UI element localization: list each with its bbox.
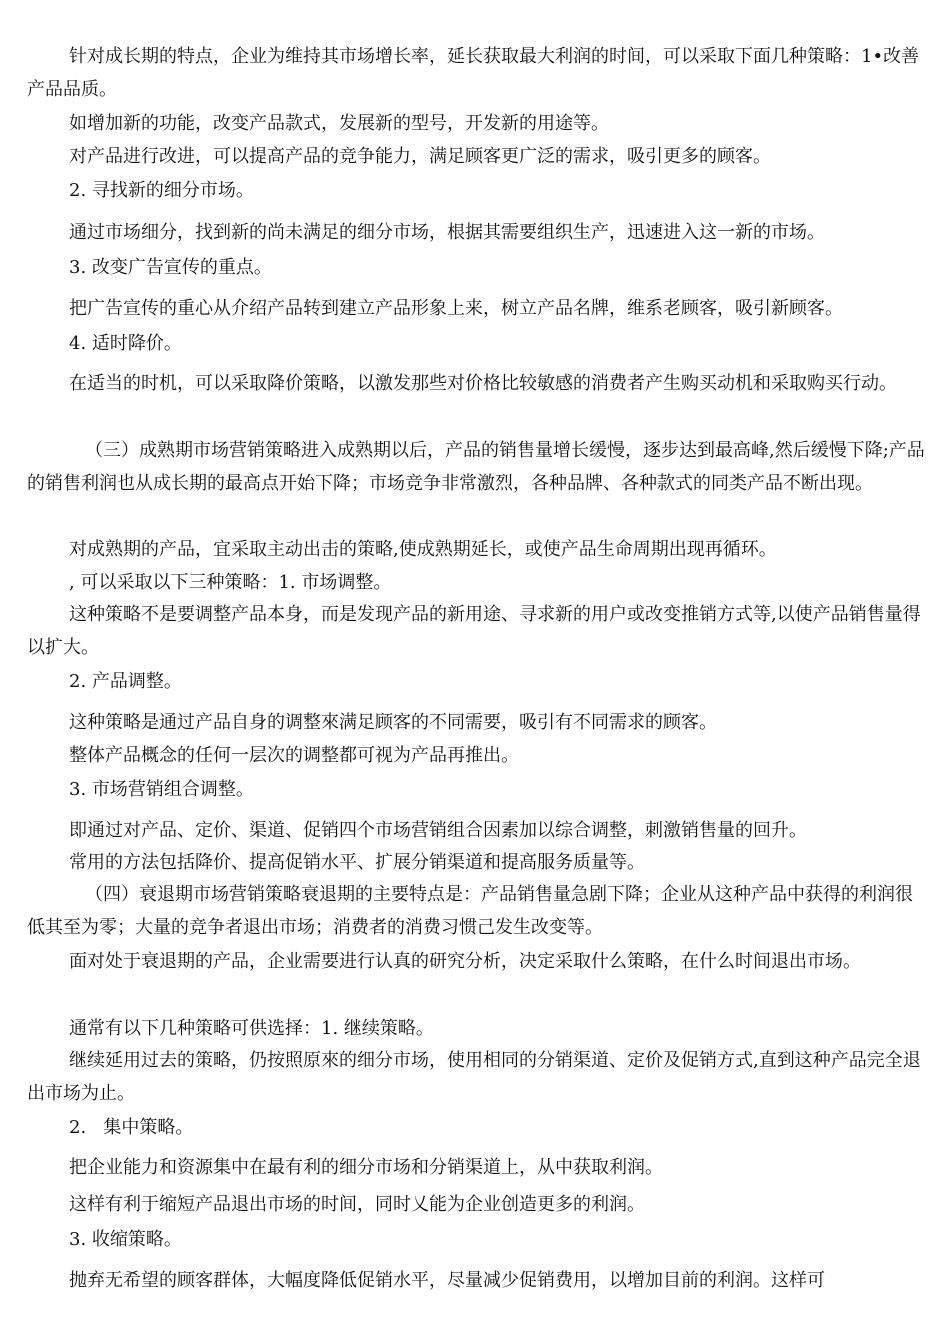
paragraph-segmentation: 通过市场细分，找到新的尚未满足的细分市场，根据其需要组织生产，迅速进入这一新的市场。 [69,222,825,243]
paragraph-shrink-detail: 抛弃无希望的顾客群体，大幅度降低促销水平，尽量减少促销费用，以增加目前的利润。这样可 [69,1270,825,1291]
paragraph-decline-analysis: 面对处于衰退期的产品，企业需要进行认真的研究分析，决定采取什么策略，在什么时间退出市场。 [69,951,861,972]
paragraph-growth-strategies-intro: 针对成长期的特点，企业为维持其市场增长率，延长获取最大利润的时间，可以采取下面几种策略：1•改善产品品质。 [27,46,920,100]
paragraph-decline-options: 通常有以下几种策略可供选择：1. 继续策略。 [69,1018,434,1039]
paragraph-price-cut-detail: 在适当的时机，可以采取降价策略，以激发那些对价格比较敏感的消费者产生购买动机和采取购买行动。 [69,373,897,394]
paragraph-item-3-shrink: 3. 收缩策略。 [69,1229,182,1250]
paragraph-item-4-price-cut: 4. 适时降价。 [69,333,182,354]
paragraph-whole-product: 整体产品概念的任何一层次的调整都可视为产品再推出。 [69,745,519,766]
paragraph-item-3-ad-focus: 3. 改变广告宣传的重点。 [69,257,272,278]
paragraph-add-features: 如增加新的功能，改变产品款式，发展新的型号，开发新的用途等。 [69,113,609,134]
paragraph-market-adjustment: 这种策略不是要调整产品本身，而是发现产品的新用途、寻求新的用户或改变推销方式等,以使产品销售量得以扩大。 [27,604,921,658]
paragraph-item-2-concentrate: 2. 集中策略。 [69,1117,194,1138]
paragraph-improve-product: 对产品进行改进，可以提高产品的竞争能力，满足顾客更广泛的需求，吸引更多的顾客。 [69,146,771,167]
paragraph-product-adjustment-detail: 这种策略是通过产品自身的调整來满足顾客的不同需要，吸引有不同需求的顾客。 [69,712,717,733]
paragraph-concentrate-benefit: 这样有利于缩短产品退出市场的时间，同时乂能为企业创造更多的利润。 [69,1194,645,1215]
paragraph-decline-stage: （四）衰退期市场营销策略衰退期的主要特点是：产品销售量急剧下降；企业从这种产品中获得的利润很低其至为零；大量的竞争者退出市场；消费者的消费习惯己发生改变等。 [27,884,913,938]
paragraph-maturity-stage: （三）成熟期市场营销策略进入成熟期以后，产品的销售量增长缓慢，逐步达到最高峰,然后缓慢下降;产品的销售利润也从成长期的最高点开始下降；市场竞争非常激烈，各种品牌、各种款式的同类产品不断出现。 [27,440,925,494]
paragraph-three-strategies: , 可以采取以下三种策略：1. 市场调整。 [69,572,392,593]
paragraph-item-2-product-adjustment: 2. 产品调整。 [69,671,182,692]
paragraph-mix-adjustment-detail: 即通过对产品、定价、渠道、促销四个市场营销组合因素加以综合调整，刺激销售量的回升。 [69,820,807,841]
paragraph-concentrate-detail: 把企业能力和资源集中在最有利的细分市场和分销渠道上，从中获取利润。 [69,1157,663,1178]
paragraph-common-methods: 常用的方法包括降价、提高促销水平、扩展分销渠道和提高服务质量等。 [69,852,645,873]
paragraph-ad-brand: 把广告宣传的重心从介绍产品转到建立产品形象上来，树立产品名牌，维系老顾客，吸引新顾客。 [69,298,843,319]
paragraph-item-3-mix-adjustment: 3. 市场营销组合调整。 [69,779,254,800]
paragraph-maturity-proactive: 对成熟期的产品，宜采取主动出击的策略,使成熟期延长，或使产品生命周期出现再循环。 [69,539,777,560]
paragraph-item-2-new-segment: 2. 寻找新的细分市场。 [69,180,254,201]
paragraph-continue-strategy: 继续延用过去的策略，仍按照原來的细分市场，使用相同的分销渠道、定价及促销方式,直到这种产品完全退出市场为止。 [27,1050,921,1104]
